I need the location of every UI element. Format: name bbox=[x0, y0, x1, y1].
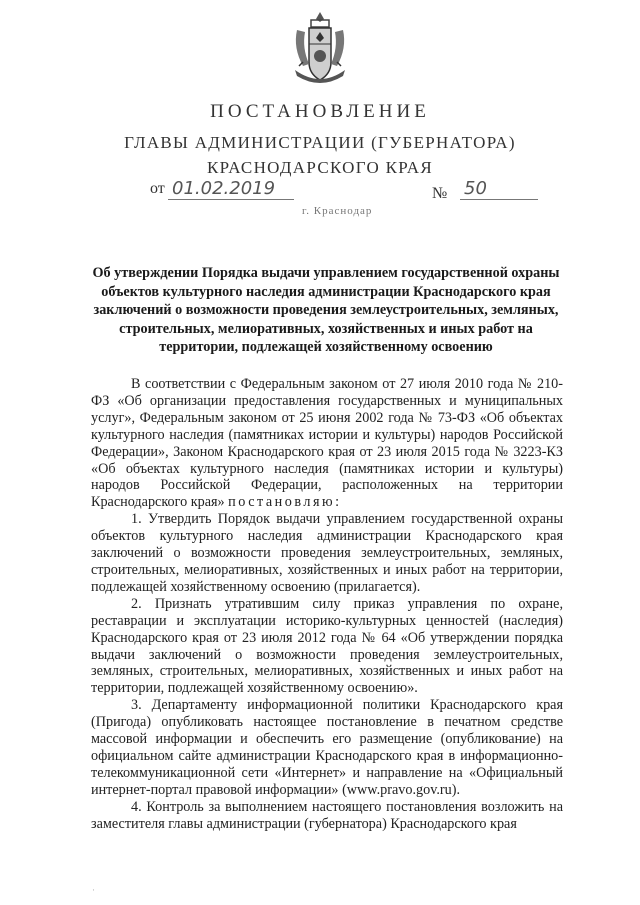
preamble-paragraph bbox=[91, 376, 563, 511]
issuer-heading-line1: ГЛАВЫ АДМИНИСТРАЦИИ (ГУБЕРНАТОРА) bbox=[124, 133, 516, 152]
item-2: 2. Признать утратившим силу приказ управления по охране, реставрации и эксплуатации историко-культурных ценностей (наследия) Краснодарского края от 23 июля 2012 года № 64 «Об утверждении порядка выдачи заключений о возможности проведения землеустроительных, земляных, строительных, мелиоративных, хозяйственных и иных работ на территории, подлежащей хозяйственному освоению». bbox=[91, 595, 563, 697]
handwritten-date: 01.02.2019 bbox=[168, 178, 294, 200]
date-prefix: от bbox=[150, 180, 165, 197]
decree-word: постановляю: bbox=[228, 494, 342, 511]
item-3: 3. Департаменту информационной политики Краснодарского края (Пригода) опубликовать настоящее постановление в печатном средстве массовой информации и обеспечить его размещение (опубликование) на официальном сайте администрации Краснодарского края в информационно-телекоммуникационной сети «Интернет» и направление на «Официальный интернет-портал правовой информации» (www.pravo.gov.ru). bbox=[91, 697, 563, 798]
item-4: 4. Контроль за выполнением настоящего постановления возложить на заместителя главы администрации (губернатора) Краснодарского края bbox=[91, 798, 563, 832]
document-type-heading: ПОСТАНОВЛЕНИЕ bbox=[210, 101, 430, 122]
document-title: Об утверждении Порядка выдачи управлением государственной охраны объектов культурного наследия администрации Краснодарского края заключений о возможности проведения землеустроительных, земляных, строительных, мелиоративных, хозяйственных и иных работ на территории, подлежащей хозяйственному освоению bbox=[92, 265, 560, 355]
preamble-text: В соответствии с Федеральным законом от 27 июля 2010 года № 210-ФЗ «Об организации предоставления государственных и муниципальных услуг», Федеральным законом от 25 июня 2002 года № 73-ФЗ «Об объектах культурного наследия (памятниках истории и культуры) народов Российской Федерации», Законом Краснодарского края от 23 июля 2015 года № 3223-КЗ «Об объектах культурного наследия (памятниках истории и культуры) народов Российской Федерации, расположенных на территории Краснодарского края» bbox=[91, 376, 563, 511]
document-body bbox=[91, 376, 563, 832]
scan-mark: · bbox=[92, 885, 95, 895]
city-label: г. Краснодар bbox=[302, 205, 373, 217]
item-1: 1. Утвердить Порядок выдачи управлением государственной охраны объектов культурного наследия администрации Краснодарского края заключений о возможности проведения землеустроительных, земляных, строительных, мелиоративных, хозяйственных и иных работ на территории, подлежащей хозяйственному освоению (прилагается). bbox=[91, 511, 563, 595]
coat-of-arms-icon bbox=[289, 10, 351, 86]
handwritten-number: 50 bbox=[460, 178, 538, 200]
number-prefix: № bbox=[432, 185, 448, 202]
issuer-heading-line2: КРАСНОДАРСКОГО КРАЯ bbox=[206, 158, 434, 177]
